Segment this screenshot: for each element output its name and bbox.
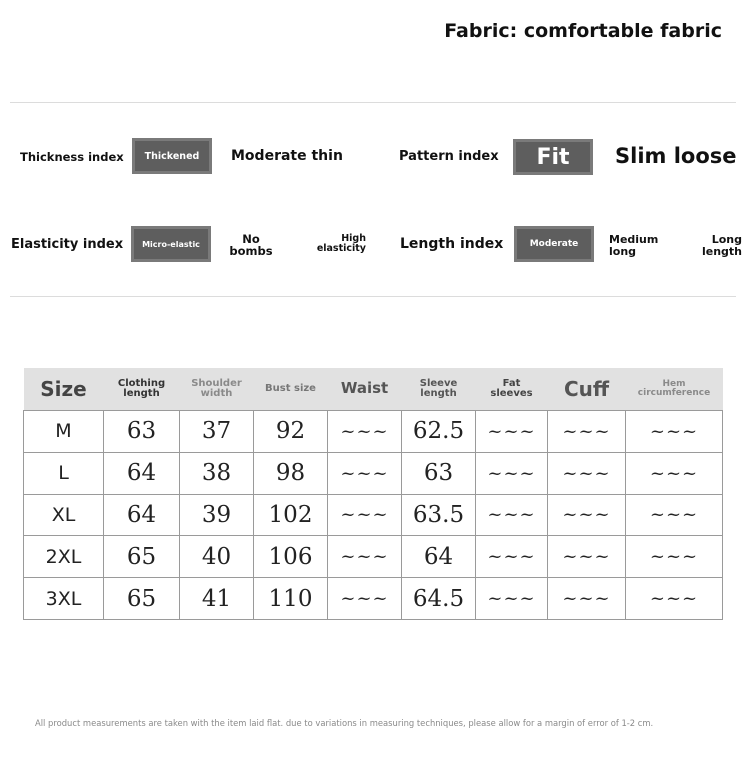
header-bust-size-text: Bust size <box>265 382 316 394</box>
table-cell: ~~~ <box>548 452 626 494</box>
size-table-body <box>24 411 723 620</box>
table-cell: ~~~ <box>626 578 723 620</box>
header-waist-text: Waist <box>340 379 389 398</box>
length-selected-text: Moderate <box>529 239 579 249</box>
size-table <box>23 368 722 620</box>
table-cell: 39 <box>180 494 254 536</box>
header-clothing-length <box>104 368 180 411</box>
table-cell: ~~~ <box>476 452 548 494</box>
table-row <box>24 411 723 453</box>
header-hem-circumference-l2: circumference <box>637 388 711 398</box>
length-option-medium-long <box>609 234 658 257</box>
pattern-selected-text: Fit <box>536 144 570 170</box>
length-option-medium-long-line2: long <box>609 244 637 258</box>
table-cell: 106 <box>254 536 328 578</box>
table-cell: ~~~ <box>328 578 402 620</box>
header-sleeve-length <box>402 368 476 411</box>
elasticity-option-high-line1: High <box>341 233 366 244</box>
table-cell: 63.5 <box>402 494 476 536</box>
elasticity-selected-box <box>131 226 211 262</box>
header-bust-size <box>254 368 328 411</box>
size-cell: 3XL <box>24 578 104 620</box>
table-cell: 63 <box>402 452 476 494</box>
measurement-note: All product measurements are taken with the item laid flat. due to variations in measuring techniques, please allow for a margin of error of 1-2 cm. <box>35 718 654 728</box>
size-cell: L <box>24 452 104 494</box>
elasticity-option-high <box>306 234 366 254</box>
divider-top <box>10 102 736 103</box>
header-sleeve-length-l2: length <box>420 388 457 399</box>
table-cell: ~~~ <box>476 411 548 453</box>
header-fat-sleeves-l2: sleeves <box>490 388 533 399</box>
thickness-alt-option: Moderate thin <box>231 148 343 164</box>
table-row <box>24 494 723 536</box>
table-cell: 98 <box>254 452 328 494</box>
header-size <box>24 368 104 411</box>
thickness-index-label: Thickness index <box>20 150 124 164</box>
header-hem-circumference <box>626 368 723 411</box>
table-cell: ~~~ <box>626 494 723 536</box>
table-cell: 64 <box>104 494 180 536</box>
thickness-selected-box <box>132 138 212 174</box>
table-cell: 63 <box>104 411 180 453</box>
table-cell: 62.5 <box>402 411 476 453</box>
header-shoulder-width <box>180 368 254 411</box>
size-table-header <box>24 368 723 411</box>
header-hem-circumference-l1: Hem <box>662 378 686 389</box>
elasticity-option-high-line2: elasticity <box>316 242 366 254</box>
table-cell: ~~~ <box>548 494 626 536</box>
table-cell: 41 <box>180 578 254 620</box>
fabric-title: Fabric: comfortable fabric <box>444 20 722 42</box>
divider-middle <box>10 296 736 297</box>
table-cell: ~~~ <box>548 536 626 578</box>
table-cell: ~~~ <box>548 578 626 620</box>
table-cell: 102 <box>254 494 328 536</box>
elasticity-index-label: Elasticity index <box>11 237 124 252</box>
length-index-label: Length index <box>400 236 504 252</box>
table-cell: 38 <box>180 452 254 494</box>
header-clothing-length-l1: Clothing <box>117 377 166 389</box>
table-row <box>24 452 723 494</box>
pattern-index-label: Pattern index <box>399 149 499 164</box>
table-cell: 64 <box>104 452 180 494</box>
header-cuff-text: Cuff <box>563 376 610 401</box>
header-cuff <box>548 368 626 411</box>
length-option-long-length-line1: Long <box>711 233 742 246</box>
length-option-long-length <box>690 234 742 257</box>
table-cell: 40 <box>180 536 254 578</box>
size-cell: 2XL <box>24 536 104 578</box>
table-row <box>24 578 723 620</box>
thickness-selected-text: Thickened <box>144 150 200 162</box>
size-cell: XL <box>24 494 104 536</box>
table-row <box>24 536 723 578</box>
pattern-selected-box <box>513 139 593 175</box>
pattern-alt-option: Slim loose <box>615 144 737 168</box>
header-waist <box>328 368 402 411</box>
header-shoulder-width-l2: width <box>200 388 233 399</box>
header-fat-sleeves-l1: Fat <box>502 377 521 389</box>
table-cell: 65 <box>104 578 180 620</box>
header-shoulder-width-l1: Shoulder <box>191 377 242 389</box>
header-fat-sleeves <box>476 368 548 411</box>
table-cell: 92 <box>254 411 328 453</box>
header-sleeve-length-l1: Sleeve <box>419 377 458 389</box>
elasticity-option-no-bombs <box>226 233 276 257</box>
table-cell: ~~~ <box>476 494 548 536</box>
table-cell: ~~~ <box>328 452 402 494</box>
table-cell: ~~~ <box>328 536 402 578</box>
table-cell: 65 <box>104 536 180 578</box>
table-cell: ~~~ <box>626 452 723 494</box>
table-cell: 64.5 <box>402 578 476 620</box>
length-option-medium-long-line1: Medium <box>609 233 659 246</box>
size-cell: M <box>24 411 104 453</box>
table-cell: ~~~ <box>626 536 723 578</box>
table-cell: 110 <box>254 578 328 620</box>
length-selected-box <box>514 226 594 262</box>
elasticity-selected-text: Micro-elastic <box>142 239 200 249</box>
table-cell: ~~~ <box>548 411 626 453</box>
table-cell: ~~~ <box>476 578 548 620</box>
header-clothing-length-l2: length <box>123 388 160 399</box>
elasticity-option-no-bombs-line2: bombs <box>229 244 273 259</box>
table-cell: 64 <box>402 536 476 578</box>
table-cell: ~~~ <box>328 411 402 453</box>
elasticity-option-no-bombs-line1: No <box>242 232 260 246</box>
table-cell: 37 <box>180 411 254 453</box>
table-cell: ~~~ <box>476 536 548 578</box>
length-option-long-length-line2: length <box>701 244 742 258</box>
table-cell: ~~~ <box>626 411 723 453</box>
table-cell: ~~~ <box>328 494 402 536</box>
header-size-text: Size <box>40 376 87 401</box>
